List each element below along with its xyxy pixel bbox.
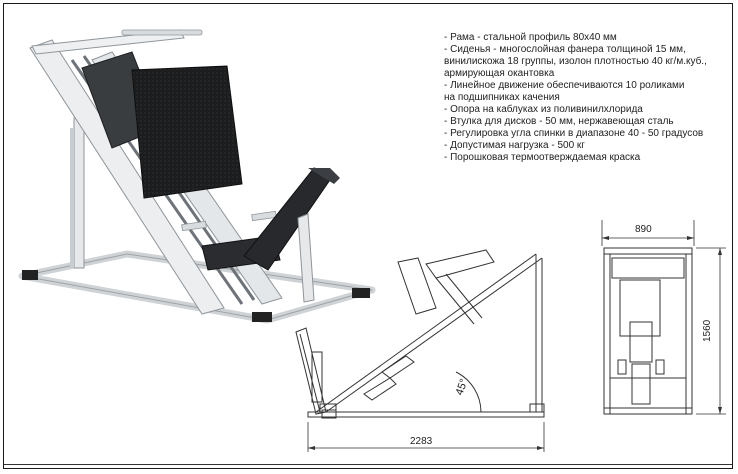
spec-line: - Регулировка угла спинки в диапазоне 40 - 50 градусов — [444, 128, 704, 139]
spec-line: - Допустимая нагрузка - 500 кг — [444, 140, 585, 151]
angle-label: 45° — [453, 377, 471, 398]
spec-line: - Линейное движение обеспечиваются 10 роликами — [444, 80, 685, 91]
bottom-rule — [4, 464, 732, 465]
spec-list — [444, 32, 734, 164]
front-view-drawing — [590, 210, 730, 420]
spec-line: армирующая окантовка — [444, 68, 555, 79]
spec-line: - Втулка для дисков - 50 мм, нержавеющая сталь — [444, 116, 674, 127]
spec-line: - Опора на каблуках из поливинилхлорида — [444, 104, 643, 115]
length-label: 2283 — [410, 436, 433, 447]
spec-line: - Порошковая термоотверждаемая краска — [444, 152, 641, 163]
height-label: 1560 — [702, 319, 713, 342]
width-label: 890 — [635, 224, 652, 235]
spec-line: - Рама - стальной профиль 80х40 мм — [444, 32, 617, 43]
product-sheet — [3, 3, 733, 469]
spec-line: на подшипниках качения — [444, 92, 560, 103]
spec-line: винилискожа 18 группы, изолон плотностью 40 кг/м.куб., — [444, 56, 707, 67]
side-view-drawing — [286, 244, 556, 464]
spec-line: - Сиденья - многослойная фанера толщиной 15 мм, — [444, 44, 686, 55]
